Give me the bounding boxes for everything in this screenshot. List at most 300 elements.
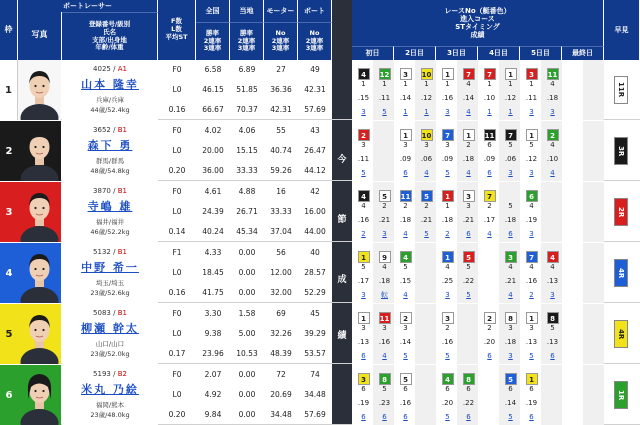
stat-value: 4.02	[204, 126, 222, 135]
race-result[interactable]: 6	[466, 413, 471, 421]
race-number-box[interactable]: 9	[374, 247, 395, 267]
race-number-box[interactable]: 1	[353, 247, 374, 267]
race-number-box[interactable]: 5	[500, 369, 521, 389]
race-number-box[interactable]: 5	[395, 369, 416, 389]
st-timing	[542, 213, 563, 227]
l-count: L0	[172, 390, 182, 399]
race-number-box[interactable]: 1	[395, 125, 416, 145]
race-number-box[interactable]: 8	[500, 308, 521, 328]
st-timing: .15	[357, 94, 370, 102]
race-result[interactable]: 5	[445, 169, 450, 177]
race-result[interactable]: 3	[361, 291, 366, 299]
entry-course: 3	[445, 141, 450, 149]
stat-value: 40	[310, 248, 320, 257]
avg-st: 0.17	[168, 349, 186, 358]
racer-age-weight: 46歳/52.2kg	[90, 228, 130, 236]
stat-value: 57.69	[304, 105, 326, 114]
prediction-race-badge[interactable]: 2R	[614, 198, 628, 226]
racer-class: B1	[117, 126, 127, 134]
race-number-box[interactable]: 8	[458, 369, 479, 389]
stat-value: 66.67	[202, 105, 224, 114]
race-number-box[interactable]: 5	[458, 247, 479, 267]
race-result[interactable]: 3	[508, 352, 513, 360]
st-timing: .18	[504, 216, 517, 224]
race-result[interactable]: 3	[529, 169, 534, 177]
race-number-box[interactable]: 11	[479, 125, 500, 145]
waku-number: 3	[0, 182, 18, 242]
st-timing: .16	[441, 338, 454, 346]
race-result[interactable]: 5	[445, 352, 450, 360]
stat-value: 41.75	[202, 288, 224, 297]
st-timing: .18	[462, 155, 475, 163]
st-timing: .13	[357, 338, 370, 346]
race-result[interactable]	[416, 410, 437, 424]
race-result[interactable]: 6	[403, 169, 408, 177]
stat-value: 74	[310, 370, 320, 379]
racer-class: B1	[117, 248, 127, 256]
racer-name-link[interactable]: 寺嶋 雄	[87, 200, 133, 213]
boat-stats	[300, 182, 330, 242]
stat-value: 26.71	[236, 207, 258, 216]
racer-branch: 福井/福井	[95, 218, 125, 226]
race-result[interactable]: 2	[529, 291, 534, 299]
race-number-box[interactable]: 3	[395, 64, 416, 84]
entry-course: 3	[466, 202, 471, 210]
stat-value: 28.57	[304, 268, 326, 277]
race-result[interactable]	[458, 349, 479, 363]
race-result[interactable]: 6	[529, 413, 534, 421]
entry-course: 3	[424, 141, 429, 149]
race-result[interactable]: 6	[550, 352, 555, 360]
l-count: L0	[172, 207, 182, 216]
entry-course: 6	[361, 385, 366, 393]
racer-age-weight: 44歳/52.4kg	[90, 106, 130, 114]
day-header: 5日目	[520, 46, 562, 60]
race-result[interactable]: 4	[466, 108, 471, 116]
st-timing: .19	[525, 216, 538, 224]
racer-branch: 群馬/群馬	[95, 157, 125, 165]
stat-value: 49	[310, 65, 320, 74]
entry-course: 4	[550, 80, 555, 88]
header-zenkoku-sub: 勝率 2連率 3連率	[196, 22, 230, 60]
header-fl: F数 L数 平均ST	[158, 0, 196, 60]
race-result[interactable]: 4	[508, 291, 513, 299]
entry-course: 2	[382, 202, 387, 210]
stat-value: 32.26	[270, 329, 292, 338]
prediction-race-badge[interactable]: 1R	[614, 381, 628, 409]
race-number-box[interactable]: 3	[353, 369, 374, 389]
stat-value: 44.12	[304, 166, 326, 175]
race-result[interactable]: 6	[487, 169, 492, 177]
race-number-box[interactable]: 6	[521, 186, 542, 206]
st-timing: .17	[357, 277, 370, 285]
prediction-cell[interactable]	[604, 60, 638, 120]
race-result[interactable]: 4	[403, 291, 408, 299]
f-count: F0	[172, 309, 182, 318]
national-stats	[198, 365, 228, 425]
stat-value: 0.00	[238, 248, 256, 257]
entry-course: 1	[445, 202, 450, 210]
racer-name-link[interactable]: 柳瀬 幹太	[81, 322, 139, 335]
race-number-box[interactable]: 4	[353, 64, 374, 84]
race-number-box[interactable]: 1	[521, 308, 542, 328]
l-count: L0	[172, 146, 182, 155]
race-number-box[interactable]: 5	[374, 186, 395, 206]
racer-branch: 兵庫/兵庫	[95, 96, 125, 104]
header-prediction: 早見	[604, 0, 640, 60]
racer-class: B2	[117, 370, 127, 378]
stat-value: 4.92	[204, 390, 222, 399]
st-timing: .14	[399, 338, 412, 346]
prediction-race-badge[interactable]: 4R	[614, 320, 628, 348]
race-result[interactable]: 3	[529, 108, 534, 116]
motor-stats	[266, 243, 296, 303]
stat-value: 53.57	[304, 349, 326, 358]
entry-course: 3	[403, 141, 408, 149]
race-result[interactable]: 4	[403, 230, 408, 238]
entry-course: 4	[529, 202, 534, 210]
header-zenkoku: 全国	[196, 0, 230, 22]
day-header: 最終日	[562, 46, 604, 60]
race-result[interactable]: 6	[508, 230, 513, 238]
racer-row[interactable]	[0, 365, 640, 425]
race-result[interactable]	[416, 349, 437, 363]
entry-course: 1	[445, 80, 450, 88]
race-number-box[interactable]: 11	[542, 64, 563, 84]
racer-photo	[18, 304, 61, 364]
racer-age-weight: 23歳/52.0kg	[90, 350, 130, 358]
race-number-box[interactable]: 2	[542, 125, 563, 145]
st-timing: .13	[525, 338, 538, 346]
racer-row[interactable]	[0, 121, 640, 181]
prediction-race-badge[interactable]: 3R	[614, 137, 628, 165]
race-number-box[interactable]: 4	[542, 247, 563, 267]
racer-name-link[interactable]: 森下 勇	[87, 139, 133, 152]
stat-value: 56	[276, 248, 286, 257]
race-number-box[interactable]: 12	[374, 64, 395, 84]
st-timing: .09	[399, 155, 412, 163]
entry-course: 1	[382, 80, 387, 88]
st-timing: .14	[462, 94, 475, 102]
header-photo: 写真	[18, 10, 62, 60]
divider-char: 績	[337, 331, 347, 341]
local-stats	[232, 182, 262, 242]
race-number-box[interactable]: 1	[500, 64, 521, 84]
entry-course: 4	[529, 263, 534, 271]
racer-info	[62, 182, 158, 242]
stat-value: 33.33	[270, 207, 292, 216]
race-result[interactable]: 1	[487, 108, 492, 116]
entry-course: 5	[529, 141, 534, 149]
entry-course: 2	[445, 324, 450, 332]
race-number-box[interactable]: 1	[521, 369, 542, 389]
header-touchi-sub: 勝率 2連率 3連率	[230, 22, 264, 60]
race-result[interactable]: 3	[550, 291, 555, 299]
race-number-box[interactable]: 3	[458, 186, 479, 206]
race-result[interactable]: 3	[445, 108, 450, 116]
day-header: 2日目	[394, 46, 436, 60]
race-result[interactable]: 5	[508, 413, 513, 421]
race-result[interactable]	[542, 227, 563, 241]
racer-age-weight: 48歳/54.8kg	[90, 167, 130, 175]
race-result[interactable]	[416, 288, 437, 302]
race-number-box[interactable]: 4	[395, 247, 416, 267]
race-result[interactable]: 5	[424, 230, 429, 238]
stat-value: 40.74	[270, 146, 292, 155]
race-result[interactable]: 5	[361, 169, 366, 177]
race-result[interactable]: 5	[403, 352, 408, 360]
stat-value: 23.96	[202, 349, 224, 358]
stat-value: 37.04	[270, 227, 292, 236]
entry-course	[416, 260, 437, 274]
racer-age-weight: 23歳/52.6kg	[90, 289, 130, 297]
entry-course: 2	[487, 202, 492, 210]
stat-value: 32.00	[270, 288, 292, 297]
race-number-box[interactable]: 1	[437, 64, 458, 84]
race-result[interactable]: 4	[550, 169, 555, 177]
race-number-box[interactable]: 3	[500, 247, 521, 267]
fl-st-stats	[160, 60, 194, 120]
st-timing: .16	[525, 277, 538, 285]
race-result[interactable]	[374, 166, 395, 180]
stat-value: 52.29	[304, 288, 326, 297]
race-result[interactable]: 3	[529, 230, 534, 238]
motor-stats	[266, 182, 296, 242]
stat-value: 20.00	[202, 146, 224, 155]
stat-value: 42	[310, 187, 320, 196]
race-result[interactable]: 2	[361, 230, 366, 238]
st-timing: .12	[420, 94, 433, 102]
stat-value: 42.31	[270, 105, 292, 114]
race-number-box[interactable]: 1	[521, 125, 542, 145]
race-result[interactable]	[542, 410, 563, 424]
st-timing: .09	[441, 155, 454, 163]
entry-course: 5	[403, 263, 408, 271]
racer-reg: 3870 / B1	[93, 187, 127, 195]
race-number-box[interactable]: 1	[458, 125, 479, 145]
race-result[interactable]: 6	[361, 352, 366, 360]
race-number-box[interactable]: 7	[479, 186, 500, 206]
racer-row[interactable]	[0, 243, 640, 303]
st-timing	[458, 335, 479, 349]
stat-value: 43	[310, 126, 320, 135]
race-result[interactable]: 5	[382, 108, 387, 116]
race-number-box[interactable]: 8	[374, 369, 395, 389]
entry-course: 3	[508, 324, 513, 332]
st-timing: .10	[483, 94, 496, 102]
race-result[interactable]: 4	[487, 230, 492, 238]
race-number-box[interactable]: 5	[416, 186, 437, 206]
stat-value: 26.47	[304, 146, 326, 155]
entry-course: 1	[361, 80, 366, 88]
local-stats	[232, 304, 262, 364]
race-result[interactable]: 3	[382, 230, 387, 238]
entry-course: 4	[550, 263, 555, 271]
race-result[interactable]: 5	[529, 352, 534, 360]
race-number-box[interactable]: 7	[521, 247, 542, 267]
race-result[interactable]: 3	[508, 169, 513, 177]
entry-course: 1	[487, 80, 492, 88]
race-number-box[interactable]: 1	[437, 247, 458, 267]
boat-stats	[300, 121, 330, 181]
st-timing: .16	[378, 338, 391, 346]
st-timing: .13	[546, 338, 559, 346]
st-timing	[416, 396, 437, 410]
entry-course: 2	[466, 141, 471, 149]
national-stats	[198, 182, 228, 242]
race-result[interactable]: 4	[382, 352, 387, 360]
st-timing: .15	[399, 277, 412, 285]
stat-value: 72	[276, 370, 286, 379]
stat-value: 39.29	[304, 329, 326, 338]
race-number-box[interactable]: 7	[437, 125, 458, 145]
st-timing: .16	[441, 94, 454, 102]
race-result[interactable]: 転	[381, 291, 388, 299]
race-result[interactable]: 6	[403, 413, 408, 421]
st-timing: .18	[546, 94, 559, 102]
st-timing	[416, 274, 437, 288]
racer-class: B1	[117, 309, 127, 317]
stat-value: 57.69	[304, 410, 326, 419]
race-number-box[interactable]: 2	[395, 308, 416, 328]
st-timing: .06	[504, 155, 517, 163]
stat-value: 70.37	[236, 105, 258, 114]
entry-course: 2	[403, 202, 408, 210]
waku-number: 4	[0, 243, 18, 303]
entry-course: 4	[445, 263, 450, 271]
day-header: 初日	[352, 46, 394, 60]
race-result[interactable]	[479, 288, 500, 302]
st-timing: .19	[525, 399, 538, 407]
racer-name-link[interactable]: 山本 隆幸	[81, 78, 139, 91]
race-result[interactable]: 6	[487, 352, 492, 360]
st-timing	[542, 396, 563, 410]
waku-number: 1	[0, 60, 18, 120]
prediction-cell[interactable]	[604, 243, 638, 303]
race-result[interactable]: 3	[445, 291, 450, 299]
entry-course: 1	[403, 80, 408, 88]
race-number-box[interactable]: 1	[353, 308, 374, 328]
race-result[interactable]: 6	[382, 413, 387, 421]
st-timing: .12	[504, 94, 517, 102]
race-result[interactable]: 4	[466, 169, 471, 177]
race-number-box[interactable]: 4	[437, 369, 458, 389]
prediction-cell[interactable]	[604, 182, 638, 242]
racer-reg: 5193 / B2	[93, 370, 127, 378]
waku-number: 5	[0, 304, 18, 364]
racer-row[interactable]	[0, 60, 640, 120]
race-result[interactable]: 5	[445, 413, 450, 421]
header-waku: 枠	[0, 0, 18, 60]
race-result[interactable]: 2	[445, 230, 450, 238]
race-number-box[interactable]: 2	[479, 308, 500, 328]
entry-course: 4	[550, 141, 555, 149]
race-number-box[interactable]: 7	[458, 64, 479, 84]
st-timing: .06	[420, 155, 433, 163]
stat-value: 24.39	[202, 207, 224, 216]
header-motor: モーター	[264, 0, 298, 22]
stat-value: 0.00	[238, 390, 256, 399]
divider-char: 節	[337, 215, 347, 225]
stat-value: 5.00	[238, 329, 256, 338]
racer-branch: 福岡/熊本	[95, 401, 125, 409]
race-number-box[interactable]: 10	[416, 125, 437, 145]
prediction-cell[interactable]	[604, 121, 638, 181]
entry-course: 6	[403, 385, 408, 393]
entry-course: 5	[508, 141, 513, 149]
national-stats	[198, 121, 228, 181]
race-result[interactable]: 3	[550, 108, 555, 116]
racer-name-link[interactable]: 中野 希一	[81, 261, 139, 274]
entry-course: 1	[508, 80, 513, 88]
race-number-box[interactable]: 2	[353, 125, 374, 145]
race-number-box[interactable]: 11	[374, 308, 395, 328]
racer-reg: 5083 / B1	[93, 309, 127, 317]
prediction-cell[interactable]	[604, 365, 638, 425]
racer-info	[62, 121, 158, 181]
avg-st: 0.14	[168, 227, 186, 236]
race-result[interactable]: 1	[424, 108, 429, 116]
st-timing: .17	[483, 216, 496, 224]
reg-number: 4025	[93, 65, 111, 73]
racer-class: A1	[117, 65, 127, 73]
race-result[interactable]: 6	[361, 413, 366, 421]
race-number-box[interactable]: 7	[479, 64, 500, 84]
race-result[interactable]: 4	[424, 169, 429, 177]
entry-course: 3	[382, 324, 387, 332]
race-number-box[interactable]: 8	[542, 308, 563, 328]
racer-reg: 5132 / B1	[93, 248, 127, 256]
stat-value: 34.48	[270, 410, 292, 419]
race-result[interactable]: 6	[466, 230, 471, 238]
stat-value: 4.88	[238, 187, 256, 196]
entry-course	[542, 199, 563, 213]
prediction-cell[interactable]	[604, 304, 638, 364]
reg-number: 5083	[93, 309, 111, 317]
racer-row[interactable]	[0, 182, 640, 242]
race-result[interactable]	[479, 410, 500, 424]
race-number-box[interactable]: 10	[416, 64, 437, 84]
racer-row[interactable]	[0, 304, 640, 364]
race-number-box[interactable]: 3	[437, 308, 458, 328]
prediction-race-badge[interactable]: 11R	[614, 76, 628, 104]
motor-stats	[266, 365, 296, 425]
race-result[interactable]: 3	[361, 108, 366, 116]
prediction-race-badge[interactable]: 4R	[614, 259, 628, 287]
race-number-box[interactable]: 3	[521, 64, 542, 84]
st-timing: .18	[399, 216, 412, 224]
racer-name-link[interactable]: 米丸 乃絵	[81, 383, 139, 396]
stat-value: 6.89	[238, 65, 256, 74]
entry-course: 6	[445, 385, 450, 393]
l-count: L0	[172, 329, 182, 338]
race-result[interactable]: 1	[403, 108, 408, 116]
race-result[interactable]: 1	[508, 108, 513, 116]
race-number-box[interactable]: 1	[437, 186, 458, 206]
header-touchi: 当地	[230, 0, 264, 22]
race-number-box[interactable]: 11	[395, 186, 416, 206]
header-motor-sub: No 2連率 3連率	[264, 22, 298, 60]
race-number-box[interactable]: 7	[500, 125, 521, 145]
divider-char: 成	[337, 275, 347, 285]
entry-course: 3	[361, 324, 366, 332]
entry-course: 6	[529, 385, 534, 393]
race-number-box[interactable]: 4	[353, 186, 374, 206]
waku-number: 2	[0, 121, 18, 181]
race-result[interactable]: 5	[466, 291, 471, 299]
entry-course	[458, 321, 479, 335]
entry-course	[542, 382, 563, 396]
